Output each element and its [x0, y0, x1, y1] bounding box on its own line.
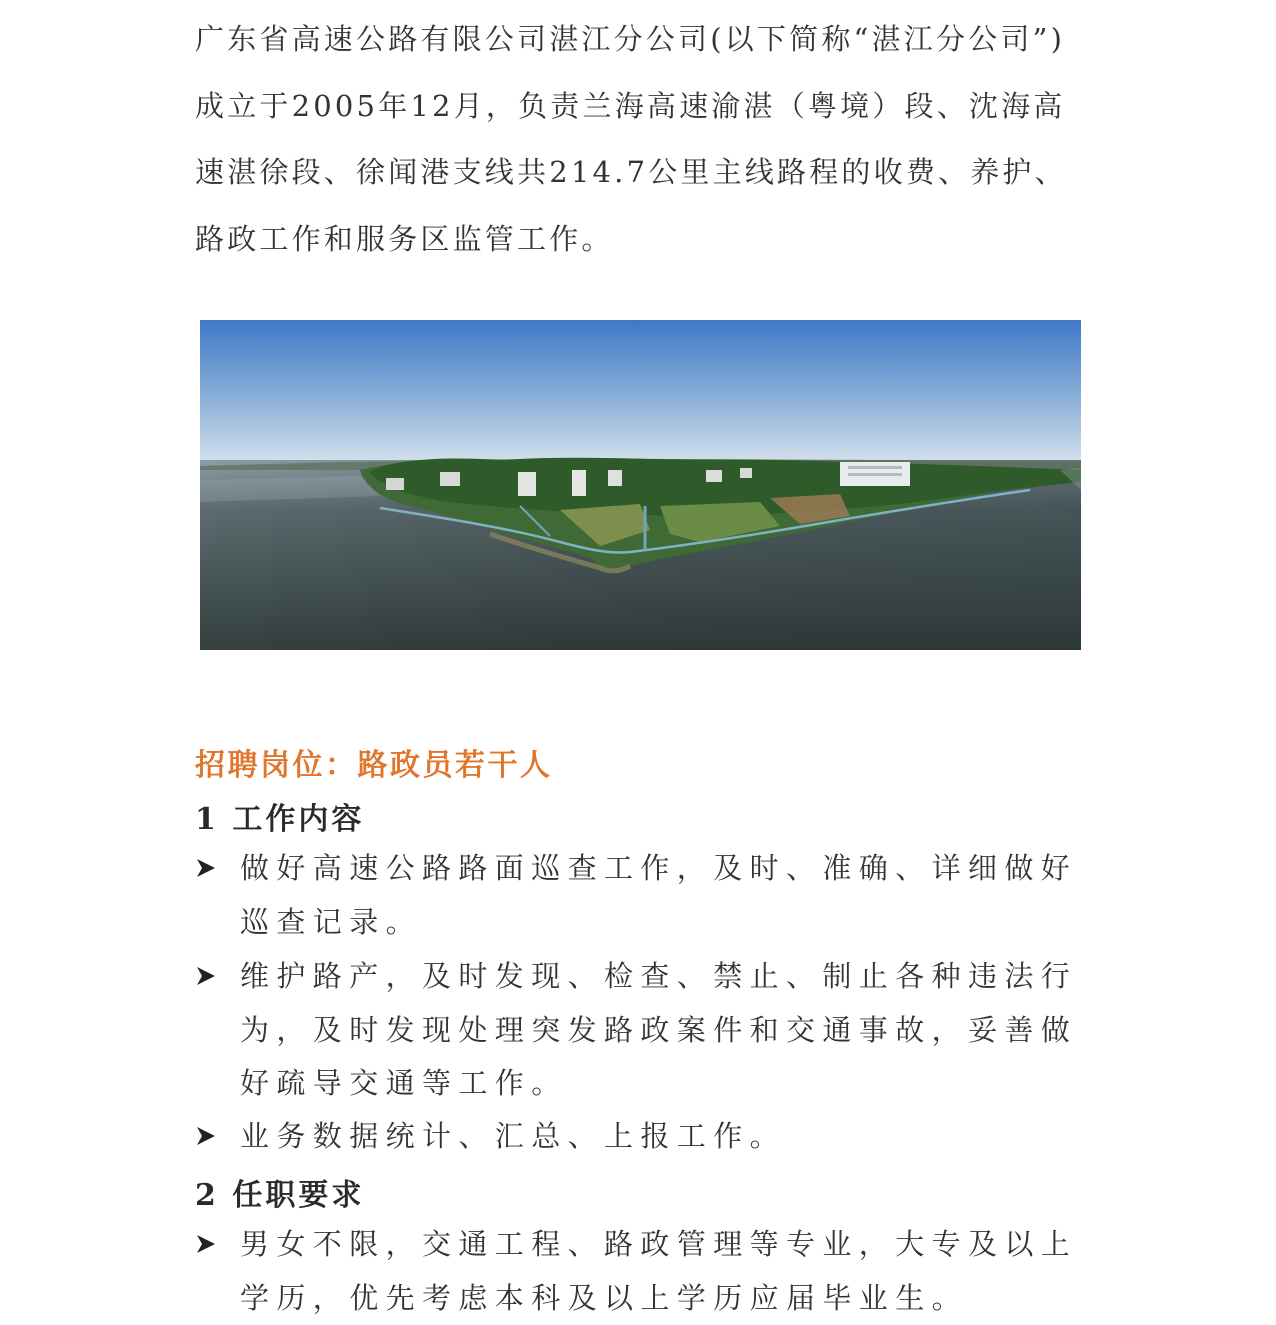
recruit-position-title: 招聘岗位：路政员若干人 — [195, 748, 553, 783]
aerial-lake-photo — [200, 320, 1081, 650]
section-requirements-heading: 2 任职要求 — [195, 1178, 365, 1213]
work-item-text: 业务数据统计、汇总、上报工作。 — [240, 1119, 787, 1153]
list-item — [195, 1218, 1085, 1325]
list-item — [195, 1110, 1085, 1164]
arrow-bullet-icon — [195, 1218, 219, 1272]
list-item — [195, 950, 1085, 1111]
list-item — [195, 842, 1085, 949]
requirement-item-text: 男女不限，交通工程、路政管理等专业，大专及以上学历，优先考虑本科及以上学历应届毕业生。 — [240, 1227, 1078, 1315]
section-work-content-heading: 1 工作内容 — [195, 802, 365, 837]
arrow-bullet-icon — [195, 950, 219, 1004]
work-item-text: 维护路产，及时发现、检查、禁止、制止各种违法行为，及时发现处理突发路政案件和交通事故，妥善做好疏导交通等工作。 — [240, 959, 1078, 1100]
work-item-text: 做好高速公路路面巡查工作，及时、准确、详细做好巡查记录。 — [240, 851, 1078, 939]
arrow-bullet-icon — [195, 842, 219, 896]
arrow-bullet-icon — [195, 1110, 219, 1164]
intro-paragraph: 广东省高速公路有限公司湛江分公司(以下简称“湛江分公司”)成立于2005年12月，负责兰海高速渝湛（粤境）段、沈海高速湛徐段、徐闻港支线共214.7公里主线路程的收费、养护、路政工作和服务区监管工作。 — [195, 22, 1067, 256]
